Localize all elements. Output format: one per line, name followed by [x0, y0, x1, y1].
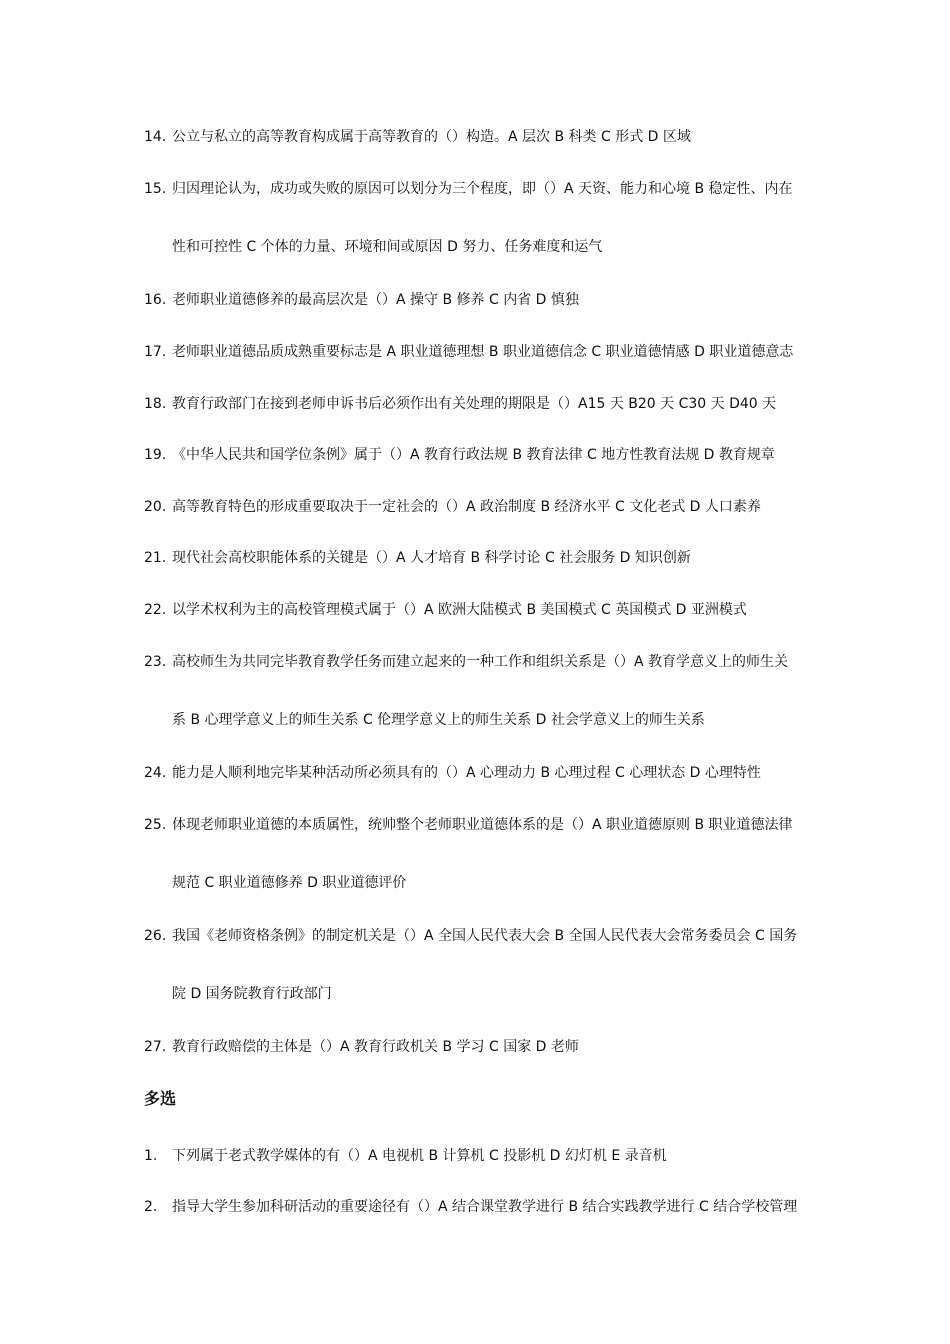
question-number: 22.: [144, 602, 167, 618]
question-text: 以学术权利为主的高校管理模式属于（）A 欧洲大陆模式 B 美国模式 C 英国模式 D 亚洲模式: [172, 602, 747, 618]
question-text: 老师职业道德品质成熟重要标志是 A 职业道德理想 B 职业道德信念 C 职业道德情感 D 职业道德意志: [172, 344, 794, 360]
question-number: 16.: [144, 292, 167, 308]
question-text-continued: 院 D 国务院教育行政部门: [172, 986, 332, 1002]
question-text: 体现老师职业道德的本质属性，统帅整个老师职业道德体系的是（）A 职业道德原则 B 职业道德法律: [172, 817, 793, 833]
question-number: 2.: [144, 1199, 158, 1215]
question-text: 指导大学生参加科研活动的重要途径有（）A 结合课堂教学进行 B 结合实践教学进行 C 结合学校管理: [172, 1199, 798, 1215]
question-number: 25.: [144, 817, 167, 833]
question-number: 17.: [144, 344, 167, 360]
question-number: 24.: [144, 765, 167, 781]
question-text: 公立与私立的高等教育构成属于高等教育的（）构造。A 层次 B 科类 C 形式 D 区域: [172, 129, 691, 145]
question-text: 下列属于老式教学媒体的有（）A 电视机 B 计算机 C 投影机 D 幻灯机 E 录音机: [172, 1148, 667, 1164]
question-text-continued: 系 B 心理学意义上的师生关系 C 伦理学意义上的师生关系 D 社会学意义上的师生关系: [172, 712, 705, 728]
question-number: 23.: [144, 654, 167, 670]
question-text: 高校师生为共同完毕教育教学任务而建立起来的一种工作和组织关系是（）A 教育学意义上的师生关: [172, 654, 789, 670]
question-text: 高等教育特色的形成重要取决于一定社会的（）A 政治制度 B 经济水平 C 文化老式 D 人口素养: [172, 499, 761, 515]
question-number: 14.: [144, 129, 167, 145]
question-text: 现代社会高校职能体系的关键是（）A 人才培育 B 科学讨论 C 社会服务 D 知识创新: [172, 550, 691, 566]
question-text: 能力是人顺利地完毕某种活动所必须具有的（）A 心理动力 B 心理过程 C 心理状态 D 心理特性: [172, 765, 761, 781]
question-text-continued: 规范 C 职业道德修养 D 职业道德评价: [172, 875, 407, 891]
question-text: 《中华人民共和国学位条例》属于（）A 教育行政法规 B 教育法律 C 地方性教育法规 D 教育规章: [172, 447, 775, 463]
question-text: 教育行政部门在接到老师申诉书后必须作出有关处理的期限是（）A15 天 B20 天 C30 天 D40 天: [172, 396, 777, 412]
question-number: 27.: [144, 1039, 167, 1055]
question-text: 归因理论认为，成功或失败的原因可以划分为三个程度，即（）A 天资、能力和心境 B 稳定性、内在: [172, 181, 793, 197]
question-number: 21.: [144, 550, 167, 566]
question-number: 1.: [144, 1148, 158, 1164]
section-heading: 多选: [144, 1089, 177, 1108]
question-number: 20.: [144, 499, 167, 515]
question-number: 26.: [144, 928, 167, 944]
question-number: 19.: [144, 447, 167, 463]
question-number: 15.: [144, 181, 167, 197]
question-text-continued: 性和可控性 C 个体的力量、环境和间或原因 D 努力、任务难度和运气: [172, 239, 603, 255]
question-text: 教育行政赔偿的主体是（）A 教育行政机关 B 学习 C 国家 D 老师: [172, 1039, 579, 1055]
question-text: 老师职业道德修养的最高层次是（）A 操守 B 修养 C 内省 D 慎独: [172, 292, 579, 308]
question-text: 我国《老师资格条例》的制定机关是（）A 全国人民代表大会 B 全国人民代表大会常务委员会 C 国务: [172, 928, 798, 944]
question-number: 18.: [144, 396, 167, 412]
